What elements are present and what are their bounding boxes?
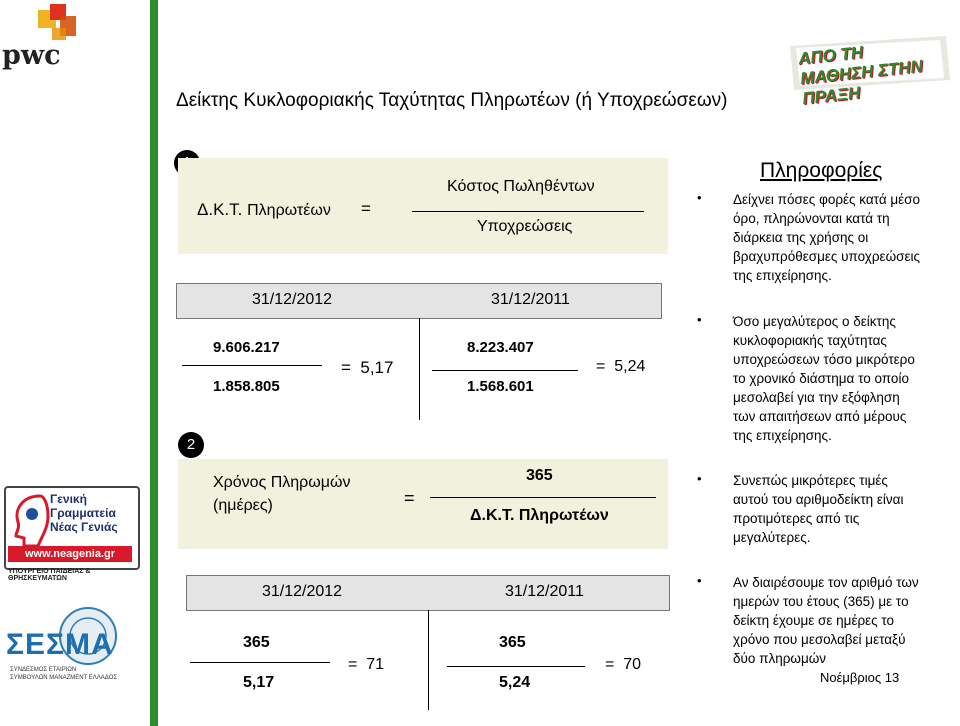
sesma-subtitle-line-1: ΣΥΝΔΕΣΜΟΣ ΕΤΑΙΡΙΩΝ (10, 667, 77, 673)
neagenia-url[interactable]: www.neagenia.gr (8, 546, 132, 562)
info-bullet-2-line-7: της επιχείρησης. (733, 428, 832, 443)
info-bullet-2-line-1: Όσο μεγαλύτερος ο δείκτης (733, 314, 896, 329)
info-bullet-1-line-1: Δείχνει πόσες φορές κατά μέσο (733, 192, 921, 207)
sesma-subtitle-line-2: ΣΥΜΒΟΥΛΩΝ ΜΑΝΑΖΜΕΝΤ ΕΛΛΑΔΟΣ (10, 675, 118, 681)
info-bullet-3-line-3: προτιμότερες από τις (733, 511, 860, 526)
neagenia-title-line-2: Γραμματεία (50, 506, 116, 520)
calc-2-2011-result: = 70 (605, 656, 642, 673)
info-bullet-2-line-5: μεσολαβεί για την εξόφληση (733, 390, 900, 405)
info-bullet-2-line-3: υποχρεώσεων τόσο μικρότερο (733, 352, 915, 367)
calc-2-header-2012: 31/12/2012 (262, 583, 343, 600)
info-bullet-1-line-2: όρο, πληρώνονται κατά τη (733, 211, 890, 226)
info-bullet-1-dot: • (697, 190, 702, 205)
sesma-wordmark: ΣΕΣΜΑ (6, 628, 114, 661)
neagenia-title-line-3: Νέας Γενιάς (50, 520, 118, 534)
calc-2-2012-line (190, 662, 330, 663)
formula-1-numerator: Κόστος Πωληθέντων (447, 178, 595, 195)
sesma-subtitle (10, 666, 117, 682)
info-bullet-1 (733, 190, 953, 285)
learning-logo-text: ΑΠΟ ΤΗ ΜΑΘΗΣΗ ΣΤΗΝ ΠΡΑΞΗ (797, 42, 924, 109)
calc-1-2012-line (182, 365, 322, 366)
sesma-logo (6, 600, 144, 690)
info-title: Πληροφορίες (760, 159, 883, 182)
calc-1-2011-result: = 5,24 (596, 358, 646, 375)
info-bullet-2-line-6: των απαιτήσεων από μέρους (733, 409, 907, 424)
calc-2-2011-denominator: 5,24 (499, 674, 531, 691)
formula-1-label-prefix: Δ.Κ.Τ. (197, 200, 248, 219)
formula-2-numerator: 365 (526, 467, 553, 484)
info-bullet-3-line-4: μεγαλύτερες. (733, 530, 811, 545)
calc-1-2011-line (432, 370, 578, 371)
page-title: Δείκτης Κυκλοφοριακής Ταχύτητας Πληρωτέων (ή Υποχρεώσεων) (176, 90, 728, 111)
calc-1-2012-result: = 5,17 (341, 358, 394, 377)
footer-date: Νοέμβριος 13 (820, 670, 900, 685)
info-bullet-1-line-5: της επιχείρησης. (733, 268, 832, 283)
formula-1-fraction-line (412, 211, 644, 212)
formula-2-fraction-line (430, 497, 656, 498)
formula-1-label-word: Πληρωτέων (247, 202, 331, 219)
info-bullet-4-line-2: ημερών του έτους (365) με το (733, 594, 909, 609)
pwc-logo (0, 4, 100, 74)
calc-1-2012-denominator: 1.858.805 (213, 378, 280, 395)
info-bullet-3-line-2: αυτού του αριθμοδείκτη είναι (733, 492, 904, 507)
info-bullet-4-dot: • (697, 573, 702, 588)
formula-2-label-line2: (ημέρες) (213, 497, 273, 514)
info-bullet-3-line-1: Συνεπώς μικρότερες τιμές (733, 473, 888, 488)
neagenia-ministry: ΥΠΟΥΡΓΕΙΟ ΠΑΙΔΕΙΑΣ & ΘΡΗΣΚΕΥΜΑΤΩΝ (8, 568, 91, 582)
formula-2-equals: = (404, 488, 415, 508)
formula-1-label (197, 200, 331, 220)
info-bullet-4-line-3: δείκτη έχουμε σε ημέρες το (733, 613, 895, 628)
info-bullet-4-line-4: χρόνο που μεσολαβεί μεταξύ (733, 632, 906, 647)
calc-2-2011-numerator: 365 (499, 634, 526, 651)
info-bullet-2 (733, 312, 953, 445)
calc-2-header (186, 575, 670, 611)
formula-2-denominator: Δ.Κ.Τ. Πληρωτέων (470, 507, 609, 524)
formula-1-equals: = (361, 199, 371, 218)
calc-1-2012-numerator: 9.606.217 (213, 339, 280, 356)
calc-2-header-2011: 31/12/2011 (505, 583, 584, 600)
step-number-2: 2 (178, 432, 204, 458)
info-bullet-3-dot: • (697, 471, 702, 486)
info-bullet-3 (733, 471, 953, 547)
pwc-wordmark: pwc (2, 40, 61, 71)
calc-1-2011-denominator: 1.568.601 (467, 378, 534, 395)
calc-2-2012-result: = 71 (348, 656, 385, 673)
info-bullet-2-dot: • (697, 312, 702, 327)
calc-1-divider (419, 318, 420, 420)
info-bullet-2-line-4: το χρονικό διάστημα το οποίο (733, 371, 909, 386)
calc-1-header-2012: 31/12/2012 (252, 291, 333, 308)
calc-1-header-2011: 31/12/2011 (491, 291, 570, 308)
formula-2-label-line1: Χρόνος Πληρωμών (213, 474, 351, 491)
info-bullet-4-line-5: δύο πληρωμών (733, 651, 827, 666)
calc-2-2012-numerator: 365 (243, 634, 270, 651)
calc-1-2011-numerator: 8.223.407 (467, 339, 534, 356)
neagenia-title-line-1: Γενική (50, 492, 87, 506)
formula-1-denominator: Υποχρεώσεις (477, 218, 573, 235)
info-bullet-4 (733, 573, 953, 668)
calc-2-divider (428, 610, 429, 710)
info-bullet-2-line-2: κυκλοφοριακής ταχύτητας (733, 333, 887, 348)
calc-1-header (176, 283, 662, 319)
calc-2-2011-line (447, 666, 585, 667)
accent-bar (150, 0, 158, 726)
info-bullet-4-line-1: Αν διαιρέσουμε τον αριθμό των (733, 575, 919, 590)
head-profile-icon (10, 492, 50, 548)
learning-to-practice-logo (786, 32, 954, 109)
info-bullet-1-line-3: διάρκεια της χρήσης οι (733, 230, 869, 245)
neagenia-logo (4, 486, 136, 582)
info-bullet-1-line-4: βραχυπρόθεσμες υποχρεώσεις (733, 249, 920, 264)
neagenia-title (50, 492, 118, 534)
calc-2-2012-denominator: 5,17 (243, 674, 275, 691)
